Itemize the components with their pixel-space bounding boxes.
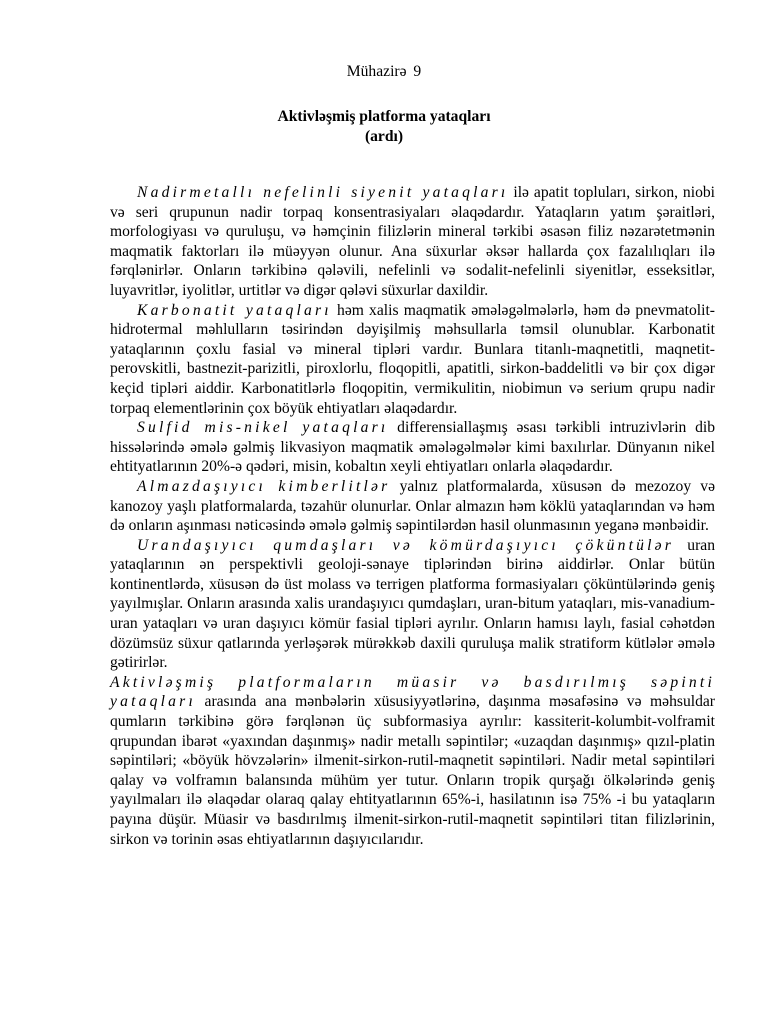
lecture-number: Mühazirə 9 [346, 63, 422, 80]
term-placer-deposits: Aktivləşmiş platformaların müasir və basdırılmış səpinti yataqları [110, 673, 715, 711]
paragraph-text: yalnız platformalarda, xüsusən də mezozoy və kanozoy yaşlı platformalarda, təzahür olunurlar. Onlar almazın həm köklü yataqlarından və həm də onların aşınması nəticəsində əmələ gəlmiş səpintilərdən hasil olunmasının yeganə mənbəidir. [110, 477, 715, 535]
term-sulfide-copper-nickel: Sulfid mis-nikel yataqları [137, 419, 389, 437]
paragraph-placer-deposits [110, 673, 715, 849]
document-body [110, 183, 715, 849]
paragraph-kimberlite [110, 477, 715, 536]
page-title [0, 107, 768, 147]
title-continued: (ardı) [364, 128, 404, 145]
paragraph-text: uran yataqlarının ən perspektivli geoloji-sənaye tiplərindən birinə aiddirlər. Onlar bütün kontinentlərdə, xüsusən də üst molass və terrigen platforma formasiyaları çöküntülərində geniş yayılmışlar. Onların arasında xalis urandaşıyıcı qumdaşları, uran-bitum yataqları, mis-vanadium-uran yataqları və uran daşıyıcı kömür fasial tipləri ayrılır. Onların hamısı laylı, fasial cəhətdən dözümsüz süxur qatlarında yerləşərək mürəkkəb daxili quruluşa malik stratiform kütlələr əmələ gətirirlər. [110, 536, 716, 672]
paragraph-carbonatite [110, 301, 715, 419]
term-nepheline-syenite: Nadirmetallı nefelinli siyenit yataqları [137, 184, 509, 201]
paragraph-text: arasında ana mənbələrin xüsusiyyətlərinə, daşınma məsafəsinə və məhsuldar qumların tərkibinə görə fərqlənən üç subformasiya ayrılır: kassiterit-kolumbit-volframit qrupundan ibarət «yaxından daşınmış» nadir metallı səpintilər; «uzaqdan daşınmış» qızıl-platin səpintiləri; «böyük hövzələrin» ilmenit-sirkon-rutil-maqnetit səpintiləri. Nadir metal səpintiləri qalay və volframın balansında mühüm yer tutur. Onların tropik qurşağı ölkələrində geniş yayılmaları ilə əlaqədar olaraq qalay ehtityatlarının 65%-i, hasilatının isə 75% -i bu yataqların payına düşür. Müasir və basdırılmış ilmenit-sirkon-rutil-maqnetit səpintiləri titan filizlərinin, sirkon və torinin əsas ehtiyatlarının daşıyıcılarıdır. [110, 693, 715, 848]
term-carbonatite: Karbonatit yataqları [137, 301, 332, 319]
paragraph-nepheline-syenite [110, 183, 715, 301]
term-kimberlite: Almazdaşıyıcı kimberlitlər [137, 477, 391, 495]
term-uranium-sandstone: Urandaşıyıcı qumdaşları və kömürdaşıyıcı çöküntülər [137, 536, 675, 554]
paragraph-sulfide-copper-nickel [110, 418, 715, 477]
paragraph-text: ilə apatit topluları, sirkon, niobi və seri qrupunun nadir torpaq konsentrasiyaları əlaqədardır. Yataqların yatım şəraitləri, morfologiyası və quruluşu, və həmçinin filizlərin mineral tərkibi əsasən filiz nəzarətetmənin maqmatik faktorları ilə müəyyən olunur. Ana süxurlar əksər hallarda çox fazalılıqları ilə fərqlənirlər. Onların tərkibinə qələvili, nefelinli və sodalit-nefelinli siyenitlər, esseksitlər, luyavritlər, iyolitlər, urtitlər və digər qələvi süxurlar daxildir. [110, 184, 715, 299]
paragraph-text: differensiallaşmış əsası tərkibli intruzivlərin dib hissələrində əmələ gəlmiş likvasiyon maqmatik əmələgəlmələr kimi baxılırlar. Dünyanın nikel ehtityatlarının 20%-ə qədəri, misin, kobaltın xeyli ehtiyatları onlarla əlaqədardır. [110, 419, 716, 476]
paragraph-uranium-sandstone [110, 536, 715, 673]
paragraph-text: həm xalis maqmatik əmələgəlmələrlə, həm də pnevmatolit-hidrotermal məhlulların təsirindən dəyişilmiş məhsullarla təmsil olunublar. Karbonatit yataqlarının çoxlu fasial və mineral tipləri vardır. Bunlara titanlı-maqnetitli, maqnetit-perovskitli, bastnezit-parizitli, piroxlorlu, floqopitli, apatitli, sirkon-baddelitli və bir çox digər keçid tipləri aiddir. Karbonatitlərlə floqopitin, vermikulitin, niobimun və serium qrupu nadir torpaq elementlərinin çox böyük ehtiyatları əlaqədardır. [110, 301, 715, 417]
title-main: Aktivləşmiş platforma yataqları [277, 108, 491, 125]
